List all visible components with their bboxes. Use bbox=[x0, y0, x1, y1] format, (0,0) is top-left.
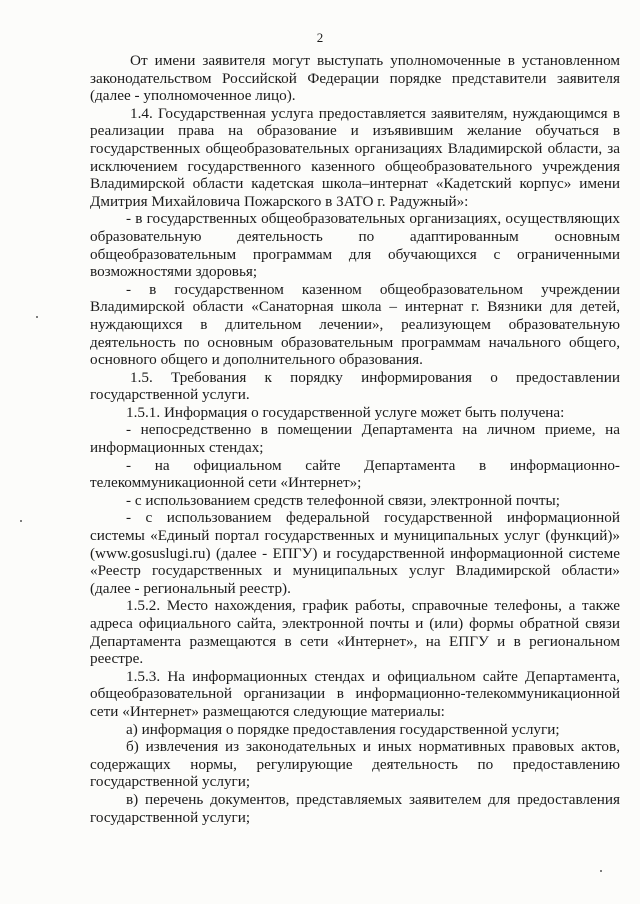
list-item-v: в) перечень документов, представляемых заявителем для предоставления государственной услуги; bbox=[90, 790, 620, 826]
page-number: 2 bbox=[316, 30, 324, 45]
scan-speck bbox=[36, 316, 38, 318]
list-item-adapted-programs: - в государственных общеобразовательных организациях, осуществляющих образовательную деятельность по адаптированным основным общеобразовательным программам для обучающихся с ограниченными возможностями здоровья; bbox=[90, 210, 620, 281]
paragraph-1-5-3: 1.5.3. На информационных стендах и официальном сайте Департамента, общеобразовательной организации в информационно-телекоммуникационной сети «Интернет» размещаются следующие материалы: bbox=[90, 667, 620, 720]
paragraph-representatives: От имени заявителя могут выступать уполномоченные в установленном законодательством Российской Федерации порядке представители заявителя (далее - уполномоченное лицо). bbox=[90, 52, 620, 105]
list-item-epgu: - с использованием федеральной государственной информационной системы «Единый портал государственных и муниципальных услуг (функций)» (www.gosuslugi.ru) (далее - ЕПГУ) и государственной информационной системе «Реестр государственных и муниципальных услуг Владимирской области» (далее - региональный реестр). bbox=[90, 509, 620, 597]
list-item-sanatorium-school: - в государственном казенном общеобразовательном учреждении Владимирской области «Санаторная школа – интернат г. Вязники для детей, нуждающихся в длительном лечении», реализующем образовательную деятельность по основным образовательным программам начального общего, основного общего и дополнительного образования. bbox=[90, 280, 620, 369]
list-item-in-person: - непосредственно в помещении Департамента на личном приеме, на информационных стендах; bbox=[90, 421, 620, 457]
paragraph-1-5: 1.5. Требования к порядку информирования о предоставлении государственной услуги. bbox=[90, 368, 620, 404]
paragraph-1-5-1: 1.5.1. Информация о государственной услуге может быть получена: bbox=[126, 403, 565, 421]
list-item-a: а) информация о порядке предоставления государственной услуги; bbox=[126, 720, 560, 738]
list-item-b: б) извлечения из законодательных и иных нормативных правовых актов, содержащих нормы, регулирующие деятельность по предоставлению государственной услуги; bbox=[90, 738, 620, 791]
paragraph-1-5-2: 1.5.2. Место нахождения, график работы, справочные телефоны, а также адреса официального сайта, электронной почты и (или) формы обратной связи Департамента размещаются в сети «Интернет», на ЕПГУ и в региональном реестре. bbox=[90, 597, 620, 668]
scan-speck bbox=[20, 520, 22, 522]
list-item-phone-email: - с использованием средств телефонной связи, электронной почты; bbox=[126, 491, 560, 509]
scan-speck bbox=[600, 870, 602, 872]
list-item-website: - на официальном сайте Департамента в информационно-телекоммуникационной сети «Интернет»; bbox=[90, 456, 620, 492]
paragraph-1-4: 1.4. Государственная услуга предоставляется заявителям, нуждающимся в реализации права на образование и изъявившим желание обучаться в государственных общеобразовательных организациях Владимирской области, за исключением государственного казенного общеобразовательного учреждения Владимирской области кадетская школа–интернат «Кадетский корпус» имени Дмитрия Михайловича Пожарского в ЗАТО г. Радужный»: bbox=[90, 104, 620, 210]
document-body bbox=[90, 52, 620, 826]
